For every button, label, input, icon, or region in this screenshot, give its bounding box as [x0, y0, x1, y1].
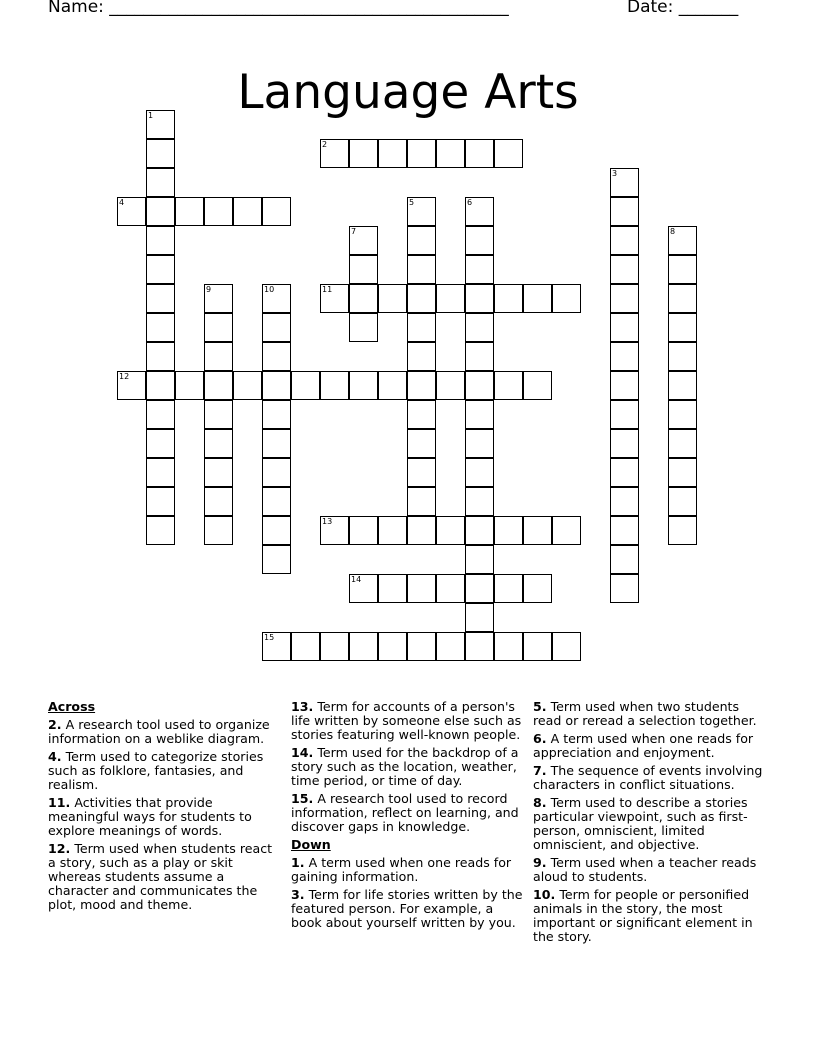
crossword-cell[interactable] — [146, 313, 175, 342]
crossword-cell[interactable] — [146, 168, 175, 197]
crossword-cell[interactable] — [146, 371, 175, 400]
cell-number: 15 — [264, 633, 275, 642]
crossword-cell[interactable] — [146, 284, 175, 313]
clue-text: Activities that provide meaningful ways for students to explore meanings of words. — [48, 795, 252, 838]
cell-number: 6 — [467, 198, 473, 207]
clue-across-11 — [48, 796, 280, 838]
cell-number: 5 — [409, 198, 415, 207]
crossword-cell[interactable] — [407, 313, 436, 342]
crossword-cell[interactable] — [291, 371, 320, 400]
crossword-cell[interactable] — [494, 371, 523, 400]
crossword-cell[interactable] — [146, 487, 175, 516]
crossword-cell[interactable] — [465, 429, 494, 458]
clue-text: A term used when one reads for gaining information. — [291, 855, 512, 884]
clue-across-2 — [48, 718, 280, 746]
crossword-cell[interactable] — [291, 632, 320, 661]
crossword-cell[interactable] — [204, 458, 233, 487]
crossword-cell[interactable] — [610, 226, 639, 255]
crossword-cell[interactable] — [436, 516, 465, 545]
crossword-cell[interactable] — [407, 429, 436, 458]
crossword-cell[interactable] — [378, 574, 407, 603]
crossword-cell[interactable] — [262, 284, 291, 313]
crossword-cell[interactable] — [175, 197, 204, 226]
crossword-cell[interactable] — [436, 139, 465, 168]
crossword-cell[interactable] — [407, 458, 436, 487]
crossword-cell[interactable] — [320, 371, 349, 400]
crossword-cell[interactable] — [378, 139, 407, 168]
crossword-cell[interactable] — [610, 458, 639, 487]
crossword-cell[interactable] — [436, 284, 465, 313]
clue-text: Term used when two students read or reread a selection together. — [533, 699, 757, 728]
crossword-cell[interactable] — [523, 632, 552, 661]
crossword-cell[interactable] — [465, 516, 494, 545]
crossword-cell[interactable] — [465, 197, 494, 226]
crossword-cell[interactable] — [407, 284, 436, 313]
crossword-cell[interactable] — [320, 516, 349, 545]
crossword-cell[interactable] — [407, 574, 436, 603]
clue-number: 14. — [291, 745, 314, 760]
clue-text: The sequence of events involving characters in conflict situations. — [533, 763, 763, 792]
crossword-cell[interactable] — [668, 458, 697, 487]
crossword-cell[interactable] — [552, 632, 581, 661]
crossword-cell[interactable] — [349, 139, 378, 168]
cell-number: 10 — [264, 285, 275, 294]
crossword-cell[interactable] — [349, 255, 378, 284]
crossword-cell[interactable] — [349, 313, 378, 342]
crossword-cell[interactable] — [320, 139, 349, 168]
cell-number: 7 — [351, 227, 357, 236]
clue-number: 12. — [48, 841, 71, 856]
clue-across-14 — [291, 746, 527, 788]
crossword-cell[interactable] — [204, 197, 233, 226]
crossword-cell[interactable] — [262, 197, 291, 226]
crossword-cell[interactable] — [146, 400, 175, 429]
crossword-cell[interactable] — [436, 574, 465, 603]
clue-down-9 — [533, 856, 769, 884]
clue-number: 10. — [533, 887, 556, 902]
crossword-cell[interactable] — [407, 139, 436, 168]
crossword-cell[interactable] — [262, 458, 291, 487]
crossword-cell[interactable] — [465, 574, 494, 603]
clue-number: 11. — [48, 795, 71, 810]
crossword-cell[interactable] — [436, 632, 465, 661]
clue-text: Term for life stories written by the featured person. For example, a book about yourself written by you. — [291, 887, 523, 930]
crossword-cell[interactable] — [378, 516, 407, 545]
crossword-cell[interactable] — [523, 284, 552, 313]
crossword-cell[interactable] — [262, 632, 291, 661]
clue-text: Term for accounts of a person's life written by someone else such as stories featuring well-known people. — [291, 699, 522, 742]
clue-number: 15. — [291, 791, 314, 806]
clue-down-5 — [533, 700, 769, 728]
crossword-cell[interactable] — [465, 632, 494, 661]
crossword-cell[interactable] — [610, 371, 639, 400]
crossword-cell[interactable] — [407, 632, 436, 661]
clue-number: 6. — [533, 731, 547, 746]
crossword-cell[interactable] — [407, 342, 436, 371]
crossword-cell[interactable] — [262, 545, 291, 574]
crossword-cell[interactable] — [494, 632, 523, 661]
crossword-cell[interactable] — [465, 545, 494, 574]
crossword-cell[interactable] — [610, 313, 639, 342]
crossword-cell[interactable] — [146, 226, 175, 255]
crossword-cell[interactable] — [523, 574, 552, 603]
cell-number: 13 — [322, 517, 333, 526]
crossword-cell[interactable] — [349, 516, 378, 545]
clue-down-10 — [533, 888, 769, 944]
crossword-cell[interactable] — [262, 516, 291, 545]
crossword-cell[interactable] — [668, 226, 697, 255]
crossword-cell[interactable] — [610, 400, 639, 429]
crossword-cell[interactable] — [494, 516, 523, 545]
crossword-cell[interactable] — [668, 342, 697, 371]
crossword-cell[interactable] — [465, 284, 494, 313]
crossword-cell[interactable] — [407, 197, 436, 226]
crossword-cell[interactable] — [494, 139, 523, 168]
crossword-cell[interactable] — [610, 168, 639, 197]
cell-number: 11 — [322, 285, 333, 294]
clue-across-13 — [291, 700, 527, 742]
clue-text: Term used to categorize stories such as folklore, fantasies, and realism. — [48, 749, 264, 792]
crossword-cell[interactable] — [465, 255, 494, 284]
crossword-cell[interactable] — [349, 226, 378, 255]
crossword-cell[interactable] — [465, 371, 494, 400]
crossword-cell[interactable] — [204, 516, 233, 545]
crossword-cell[interactable] — [262, 400, 291, 429]
cell-number: 8 — [670, 227, 676, 236]
clue-number: 2. — [48, 717, 62, 732]
crossword-cell[interactable] — [610, 429, 639, 458]
crossword-cell[interactable] — [610, 487, 639, 516]
crossword-cell[interactable] — [204, 284, 233, 313]
cell-number: 1 — [148, 111, 154, 120]
clue-number: 9. — [533, 855, 547, 870]
crossword-cell[interactable] — [378, 371, 407, 400]
clue-down-7 — [533, 764, 769, 792]
crossword-cell[interactable] — [465, 487, 494, 516]
crossword-cell[interactable] — [320, 284, 349, 313]
cell-number: 4 — [119, 198, 125, 207]
clues-column-1 — [48, 700, 280, 916]
crossword-cell[interactable] — [204, 371, 233, 400]
name-line: Name: _______________________________________________ — [48, 0, 509, 17]
crossword-cell[interactable] — [552, 516, 581, 545]
clue-text: A research tool used to organize information on a weblike diagram. — [48, 717, 270, 746]
crossword-cell[interactable] — [465, 603, 494, 632]
crossword-cell[interactable] — [668, 313, 697, 342]
crossword-cell[interactable] — [465, 342, 494, 371]
crossword-cell[interactable] — [465, 226, 494, 255]
crossword-cell[interactable] — [320, 632, 349, 661]
crossword-cell[interactable] — [262, 342, 291, 371]
cell-number: 9 — [206, 285, 212, 294]
crossword-cell[interactable] — [465, 400, 494, 429]
down-heading: Down — [291, 837, 331, 852]
crossword-cell[interactable] — [146, 429, 175, 458]
crossword-cell[interactable] — [610, 516, 639, 545]
cell-number: 14 — [351, 575, 362, 584]
crossword-cell[interactable] — [146, 139, 175, 168]
clue-down-8 — [533, 796, 769, 852]
crossword-cell[interactable] — [262, 429, 291, 458]
page-title: Language Arts — [237, 65, 579, 121]
crossword-cell[interactable] — [407, 371, 436, 400]
crossword-cell[interactable] — [204, 487, 233, 516]
crossword-cell[interactable] — [146, 197, 175, 226]
crossword-cell[interactable] — [175, 371, 204, 400]
crossword-cell[interactable] — [668, 516, 697, 545]
cell-number: 12 — [119, 372, 130, 381]
cell-number: 2 — [322, 140, 328, 149]
clue-text: Term used for the backdrop of a story such as the location, weather, time period, or time of day. — [291, 745, 519, 788]
crossword-cell[interactable] — [146, 458, 175, 487]
crossword-cell[interactable] — [552, 284, 581, 313]
clue-text: A term used when one reads for appreciation and enjoyment. — [533, 731, 754, 760]
clue-number: 3. — [291, 887, 305, 902]
clue-across-12 — [48, 842, 280, 912]
crossword-cell[interactable] — [407, 400, 436, 429]
crossword-cell[interactable] — [117, 197, 146, 226]
crossword-cell[interactable] — [668, 429, 697, 458]
clue-text: Term for people or personified animals in the story, the most important or significant element in the story. — [533, 887, 753, 944]
crossword-cell[interactable] — [436, 371, 465, 400]
crossword-cell[interactable] — [407, 516, 436, 545]
date-line: Date: _______ — [627, 0, 739, 17]
crossword-cell[interactable] — [349, 632, 378, 661]
crossword-cell[interactable] — [146, 342, 175, 371]
clue-text: A research tool used to record information, reflect on learning, and discover gaps in knowledge. — [291, 791, 519, 834]
crossword-cell[interactable] — [465, 313, 494, 342]
crossword-cell[interactable] — [610, 545, 639, 574]
crossword-cell[interactable] — [349, 371, 378, 400]
crossword-cell[interactable] — [407, 487, 436, 516]
clue-number: 13. — [291, 699, 314, 714]
crossword-cell[interactable] — [146, 110, 175, 139]
clue-text: Term used when a teacher reads aloud to students. — [533, 855, 757, 884]
clue-number: 1. — [291, 855, 305, 870]
crossword-cell[interactable] — [349, 284, 378, 313]
clue-number: 5. — [533, 699, 547, 714]
crossword-cell[interactable] — [146, 255, 175, 284]
clue-text: Term used when students react a story, such as a play or skit whereas students assume a character and communicates the plot, mood and theme. — [48, 841, 273, 912]
crossword-cell[interactable] — [668, 284, 697, 313]
crossword-cell[interactable] — [610, 255, 639, 284]
crossword-cell[interactable] — [407, 255, 436, 284]
crossword-cell[interactable] — [668, 371, 697, 400]
clue-number: 7. — [533, 763, 547, 778]
clue-down-1 — [291, 856, 527, 884]
crossword-cell[interactable] — [610, 574, 639, 603]
crossword-cell[interactable] — [262, 487, 291, 516]
crossword-cell[interactable] — [523, 516, 552, 545]
crossword-cell[interactable] — [465, 458, 494, 487]
clue-number: 8. — [533, 795, 547, 810]
crossword-cell[interactable] — [204, 429, 233, 458]
across-heading: Across — [48, 699, 96, 714]
crossword-cell[interactable] — [204, 400, 233, 429]
crossword-cell[interactable] — [610, 284, 639, 313]
clue-number: 4. — [48, 749, 62, 764]
clue-text: Term used to describe a stories particular viewpoint, such as first-person, omniscient, limited omniscient, and objective. — [533, 795, 748, 852]
crossword-cell[interactable] — [610, 342, 639, 371]
crossword-cell[interactable] — [262, 313, 291, 342]
crossword-cell[interactable] — [262, 371, 291, 400]
crossword-cell[interactable] — [349, 574, 378, 603]
crossword-cell[interactable] — [465, 139, 494, 168]
crossword-cell[interactable] — [523, 371, 552, 400]
crossword-cell[interactable] — [117, 371, 146, 400]
crossword-cell[interactable] — [204, 342, 233, 371]
crossword-cell[interactable] — [204, 313, 233, 342]
crossword-cell[interactable] — [378, 284, 407, 313]
crossword-cell[interactable] — [146, 516, 175, 545]
crossword-cell[interactable] — [668, 400, 697, 429]
clue-down-6 — [533, 732, 769, 760]
crossword-cell[interactable] — [610, 197, 639, 226]
crossword-cell[interactable] — [494, 284, 523, 313]
clue-across-15 — [291, 792, 527, 834]
crossword-cell[interactable] — [668, 255, 697, 284]
cell-number: 3 — [612, 169, 618, 178]
crossword-cell[interactable] — [378, 632, 407, 661]
clue-down-3 — [291, 888, 527, 930]
crossword-cell[interactable] — [233, 371, 262, 400]
crossword-cell[interactable] — [233, 197, 262, 226]
crossword-cell[interactable] — [668, 487, 697, 516]
crossword-cell[interactable] — [494, 574, 523, 603]
clues-column-3 — [533, 700, 769, 948]
clues-column-2 — [291, 700, 527, 934]
clue-across-4 — [48, 750, 280, 792]
crossword-cell[interactable] — [407, 226, 436, 255]
